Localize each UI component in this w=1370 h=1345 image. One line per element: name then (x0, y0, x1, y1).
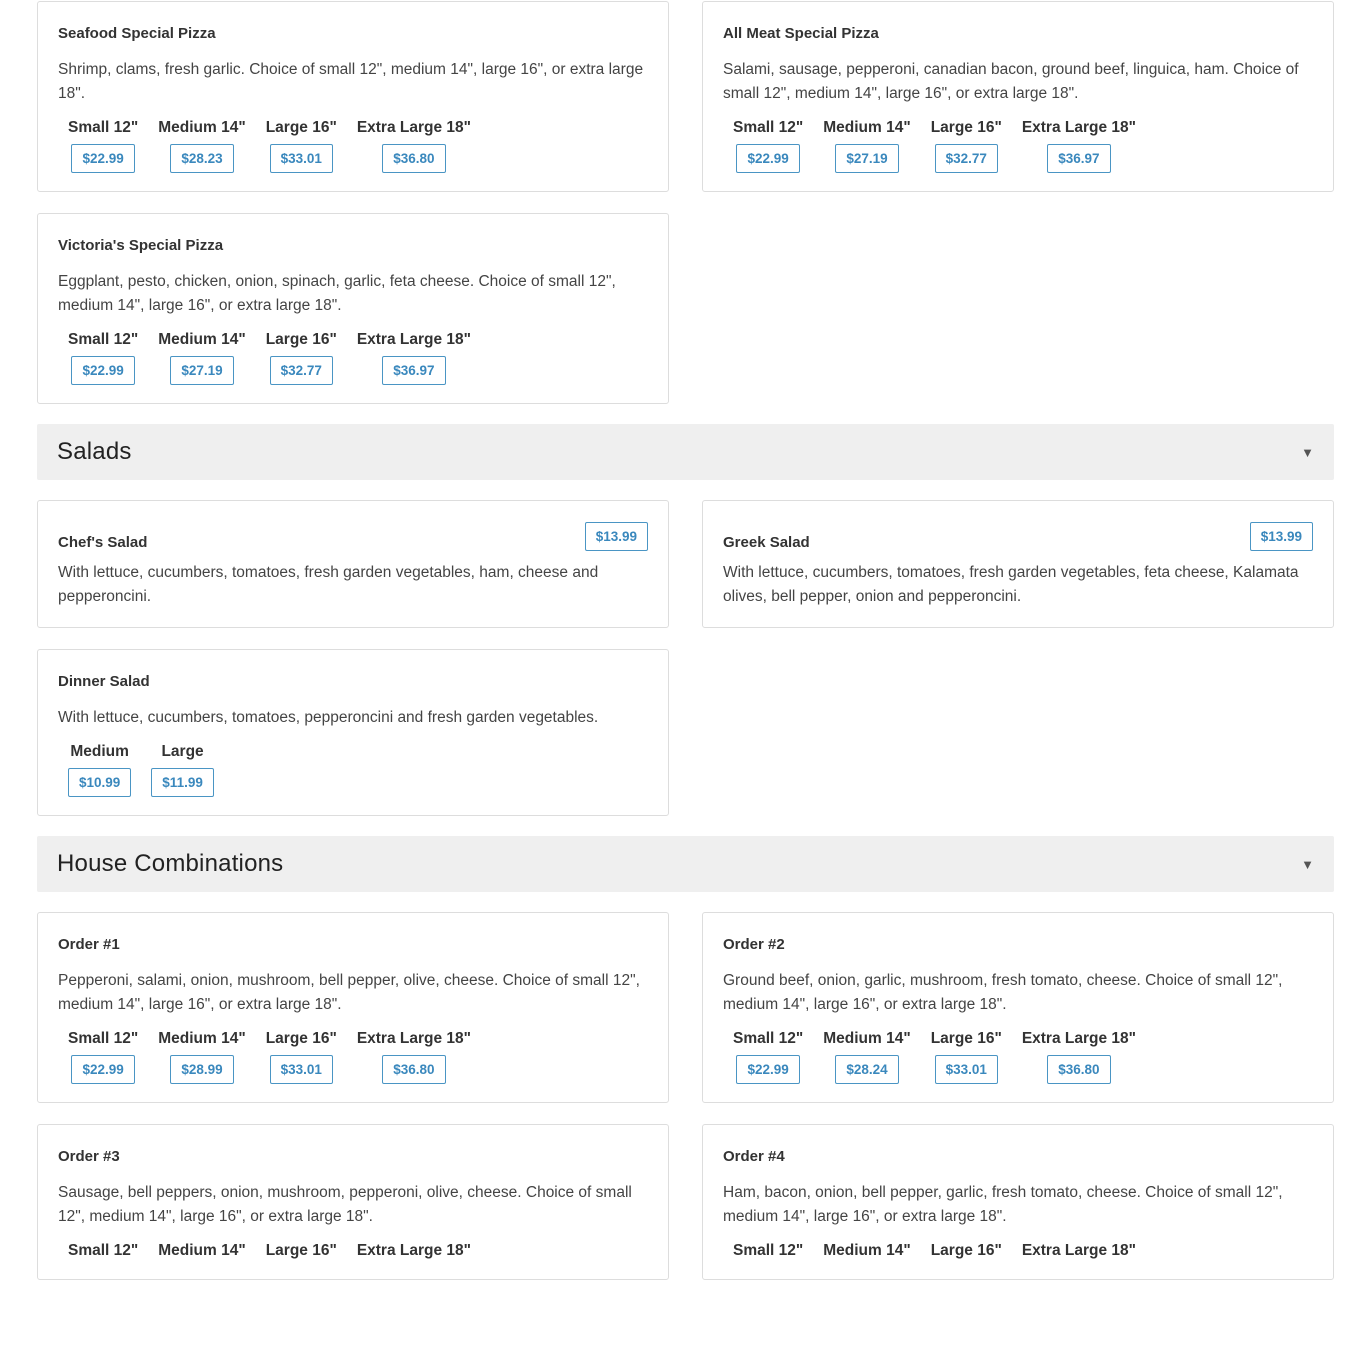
size-label: Medium 14" (823, 1030, 911, 1047)
size-option (266, 330, 337, 385)
price-button[interactable]: $13.99 (585, 522, 648, 551)
chevron-down-icon[interactable]: ▼ (1301, 444, 1314, 460)
size-options (58, 1029, 648, 1084)
item-name: Order #2 (723, 936, 785, 953)
price-button[interactable]: $27.19 (170, 356, 233, 385)
menu-item-card (37, 500, 669, 628)
size-label: Extra Large 18" (356, 1030, 471, 1047)
size-option (733, 1241, 803, 1261)
item-description: Salami, sausage, pepperoni, canadian bacon, ground beef, linguica, ham. Choice of small 12", medium 14", large 16", or extra large 18". (723, 61, 1299, 102)
item-name: Dinner Salad (58, 673, 150, 690)
price-button[interactable]: $36.80 (382, 1055, 445, 1084)
size-label: Medium 14" (158, 1242, 246, 1259)
size-option (357, 1029, 471, 1084)
item-name: All Meat Special Pizza (723, 25, 879, 42)
size-option (1022, 1029, 1136, 1084)
size-label: Large 16" (930, 1242, 1002, 1259)
item-description: Ground beef, onion, garlic, mushroom, fresh tomato, cheese. Choice of small 12", medium 14", large 16", or extra large 18". (723, 972, 1283, 1013)
size-label: Medium 14" (823, 1242, 911, 1259)
price-button[interactable]: $36.80 (1047, 1055, 1110, 1084)
price-button[interactable]: $10.99 (68, 768, 131, 797)
price-button[interactable]: $36.80 (382, 144, 445, 173)
size-label: Large 16" (265, 331, 337, 348)
size-label: Medium (70, 743, 129, 760)
price-button[interactable]: $32.77 (935, 144, 998, 173)
size-option (357, 118, 471, 173)
size-label: Small 12" (733, 119, 804, 136)
menu-container (37, 1, 1334, 1280)
menu-item-card (37, 213, 669, 404)
size-label: Small 12" (68, 1242, 139, 1259)
size-option (733, 118, 803, 173)
item-description: With lettuce, cucumbers, tomatoes, pepperoncini and fresh garden vegetables. (58, 709, 599, 726)
size-label: Extra Large 18" (1021, 1242, 1136, 1259)
menu-item-card (702, 500, 1334, 628)
size-label: Large 16" (265, 1030, 337, 1047)
size-label: Extra Large 18" (356, 1242, 471, 1259)
size-option (1022, 1241, 1136, 1261)
size-options (58, 118, 648, 173)
section-header-house-combinations[interactable] (37, 836, 1334, 892)
size-option (68, 742, 131, 797)
size-option (931, 1241, 1002, 1261)
house-combination-items-grid (37, 912, 1334, 1280)
item-description: Pepperoni, salami, onion, mushroom, bell pepper, olive, cheese. Choice of small 12", medium 14", large 16", or extra large 18". (58, 972, 640, 1013)
item-name: Order #1 (58, 936, 120, 953)
size-option (823, 118, 910, 173)
size-option (823, 1029, 910, 1084)
card-header (58, 522, 648, 553)
size-option (68, 330, 138, 385)
size-label: Large 16" (265, 119, 337, 136)
size-options (723, 1241, 1313, 1261)
menu-item-card (702, 1124, 1334, 1280)
price-button[interactable]: $22.99 (736, 144, 799, 173)
size-label: Extra Large 18" (1021, 119, 1136, 136)
size-label: Large 16" (265, 1242, 337, 1259)
size-option (823, 1241, 910, 1261)
size-label: Large (161, 743, 204, 760)
size-option (151, 742, 214, 797)
menu-item-card (37, 912, 669, 1103)
price-button[interactable]: $22.99 (71, 1055, 134, 1084)
size-label: Medium 14" (158, 331, 246, 348)
item-description: Sausage, bell peppers, onion, mushroom, pepperoni, olive, cheese. Choice of small 12", medium 14", large 16", or extra large 18". (58, 1184, 632, 1225)
size-option (931, 1029, 1002, 1084)
salad-items-grid (37, 500, 1334, 816)
price-button[interactable]: $33.01 (935, 1055, 998, 1084)
menu-item-card (37, 649, 669, 816)
size-option (931, 118, 1002, 173)
size-option (266, 1029, 337, 1084)
card-header (723, 522, 1313, 553)
menu-item-card (37, 1, 669, 192)
size-option (68, 1241, 138, 1261)
item-description: With lettuce, cucumbers, tomatoes, fresh garden vegetables, ham, cheese and pepperoncini. (58, 564, 599, 605)
item-name: Seafood Special Pizza (58, 25, 216, 42)
menu-item-card (37, 1124, 669, 1280)
item-name: Order #4 (723, 1148, 785, 1165)
size-label: Medium 14" (158, 119, 246, 136)
size-label: Small 12" (733, 1242, 804, 1259)
size-label: Small 12" (68, 1030, 139, 1047)
item-name: Order #3 (58, 1148, 120, 1165)
item-description: With lettuce, cucumbers, tomatoes, fresh garden vegetables, feta cheese, Kalamata olives, bell pepper, onion and pepperoncini. (723, 564, 1299, 605)
size-option (68, 118, 138, 173)
size-options (723, 1029, 1313, 1084)
price-button[interactable]: $28.99 (170, 1055, 233, 1084)
price-button[interactable]: $32.77 (270, 356, 333, 385)
price-button[interactable]: $11.99 (151, 768, 214, 797)
size-options (58, 330, 648, 385)
size-label: Extra Large 18" (1021, 1030, 1136, 1047)
section-title: House Combinations (57, 850, 284, 877)
size-label: Medium 14" (158, 1030, 246, 1047)
size-option (158, 118, 245, 173)
price-button[interactable]: $36.97 (382, 356, 445, 385)
item-description: Shrimp, clams, fresh garlic. Choice of small 12", medium 14", large 16", or extra large 18". (58, 61, 644, 102)
price-button[interactable]: $36.97 (1047, 144, 1110, 173)
pizza-items-grid (37, 1, 1334, 404)
size-label: Small 12" (733, 1030, 804, 1047)
price-button[interactable]: $22.99 (71, 144, 134, 173)
price-button[interactable]: $27.19 (835, 144, 898, 173)
menu-item-card (702, 1, 1334, 192)
item-name: Victoria's Special Pizza (58, 237, 224, 254)
menu-item-card (702, 912, 1334, 1103)
price-button[interactable]: $33.01 (270, 1055, 333, 1084)
size-option (733, 1029, 803, 1084)
size-option (158, 1029, 245, 1084)
size-options (58, 1241, 648, 1261)
size-option (158, 330, 245, 385)
size-label: Large 16" (930, 1030, 1002, 1047)
size-option (266, 118, 337, 173)
price-button[interactable]: $33.01 (270, 144, 333, 173)
section-header-salads[interactable] (37, 424, 1334, 480)
price-button[interactable]: $22.99 (736, 1055, 799, 1084)
size-label: Small 12" (68, 331, 139, 348)
size-option (357, 1241, 471, 1261)
price-button[interactable]: $22.99 (71, 356, 134, 385)
item-description: Eggplant, pesto, chicken, onion, spinach, garlic, feta cheese. Choice of small 12", medium 14", large 16", or extra large 18". (58, 273, 616, 314)
size-option (158, 1241, 245, 1261)
chevron-down-icon[interactable]: ▼ (1301, 856, 1314, 872)
section-title: Salads (57, 438, 132, 465)
size-option (1022, 118, 1136, 173)
size-options (723, 118, 1313, 173)
size-option (68, 1029, 138, 1084)
size-label: Large 16" (930, 119, 1002, 136)
price-button[interactable]: $28.24 (835, 1055, 898, 1084)
size-options (58, 742, 648, 797)
item-name: Chef's Salad (58, 534, 148, 551)
size-option (266, 1241, 337, 1261)
size-label: Small 12" (68, 119, 139, 136)
size-option (357, 330, 471, 385)
price-button[interactable]: $13.99 (1250, 522, 1313, 551)
item-description: Ham, bacon, onion, bell pepper, garlic, fresh tomato, cheese. Choice of small 12", medium 14", large 16", or extra large 18". (723, 1184, 1283, 1225)
item-name: Greek Salad (723, 534, 810, 551)
size-label: Extra Large 18" (356, 331, 471, 348)
size-label: Medium 14" (823, 119, 911, 136)
size-label: Extra Large 18" (356, 119, 471, 136)
price-button[interactable]: $28.23 (170, 144, 233, 173)
